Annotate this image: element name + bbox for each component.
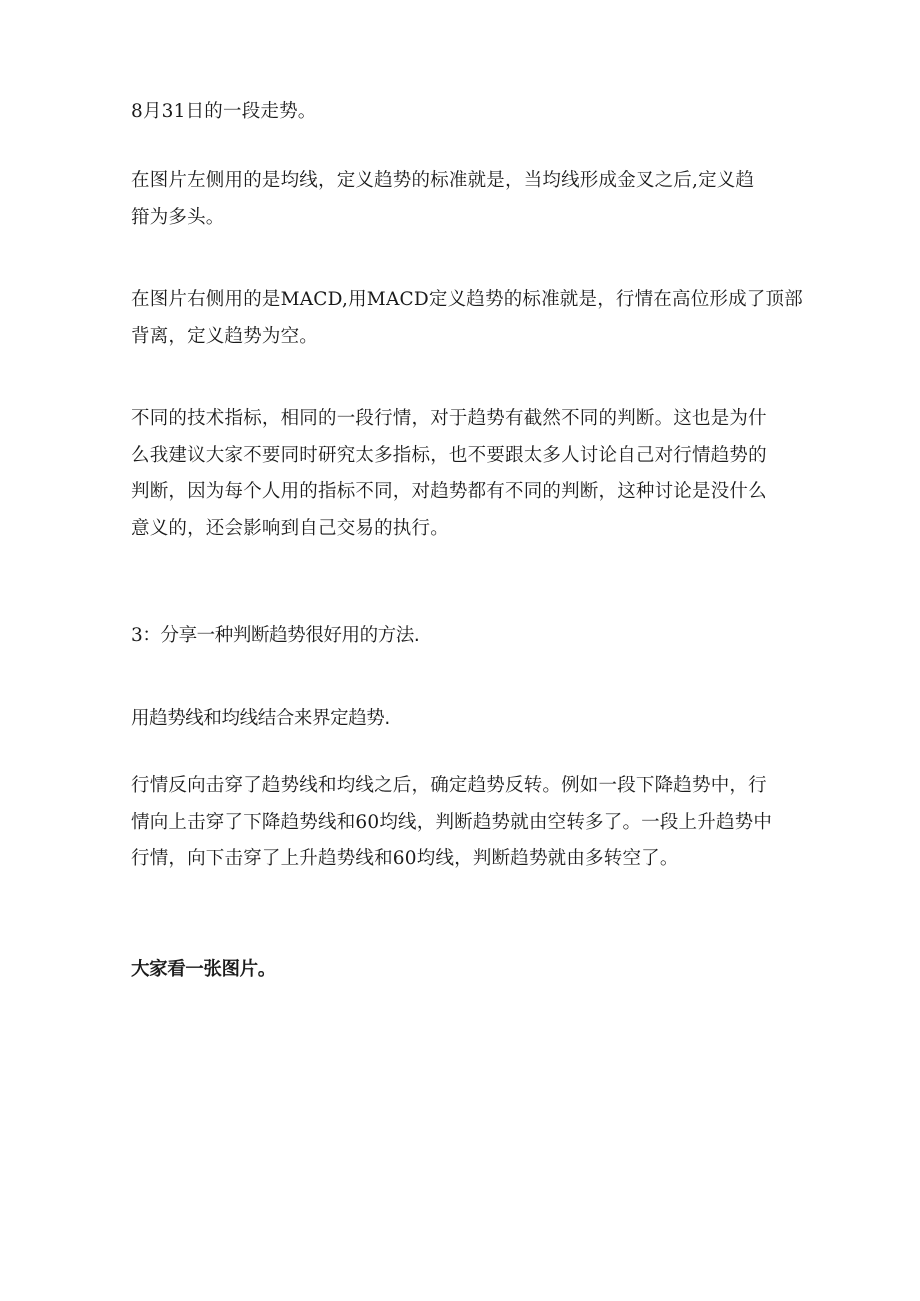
text-line: 用趋势线和均线结合来界定趋势. <box>131 708 390 729</box>
text-line: 意义的，还会影响到自己交易的执行。 <box>131 517 449 539</box>
text-line: 背离，定义趋势为空。 <box>131 325 319 347</box>
caption-see-picture <box>131 952 811 989</box>
section-heading-method <box>131 618 811 655</box>
text-line: 判断，因为每个人用的指标不同，对趋势都有不同的判断，这种讨论是没什么 <box>131 481 767 502</box>
text-line: 情向上击穿了下降趋势线和60均线，判断趋势就由空转多了。一段上升趋势中 <box>131 811 773 833</box>
text-line: 么我建议大家不要同时研究太多指标，也不要跟太多人讨论自己对行情趋势的 <box>131 444 767 466</box>
paragraph-indicators <box>131 401 811 547</box>
paragraph-moving-average <box>131 163 811 236</box>
section-title: 分享一种判断趋势很好用的方法. <box>160 625 420 646</box>
text-line: 8月31日的一段走势。 <box>131 101 317 122</box>
text-line: 行情，向下击穿了上升趋势线和60均线，判断趋势就由多转空了。 <box>131 848 679 869</box>
text-line: 大家看一张图片。 <box>131 959 276 980</box>
text-line: 箝为多头。 <box>131 206 225 228</box>
section-number: 3： <box>131 625 161 646</box>
text-line: 在图片左侧用的是均线，定义趋势的标准就是，当均线形成金叉之后,定义趋 <box>131 170 755 191</box>
paragraph-macd <box>131 282 811 355</box>
text-line: 不同的技术指标，相同的一段行情，对于趋势有截然不同的判断。这也是为什 <box>131 408 767 429</box>
paragraph-intro <box>131 94 811 131</box>
paragraph-reversal <box>131 768 811 878</box>
text-line: 在图片右侧用的是MACD,用MACD定义趋势的标准就是，行情在高位形成了顶部 <box>131 289 803 310</box>
text-line: 行情反向击穿了趋势线和均线之后，确定趋势反转。例如一段下降趋势中，行 <box>131 775 767 796</box>
subheading-trendline <box>131 701 811 738</box>
